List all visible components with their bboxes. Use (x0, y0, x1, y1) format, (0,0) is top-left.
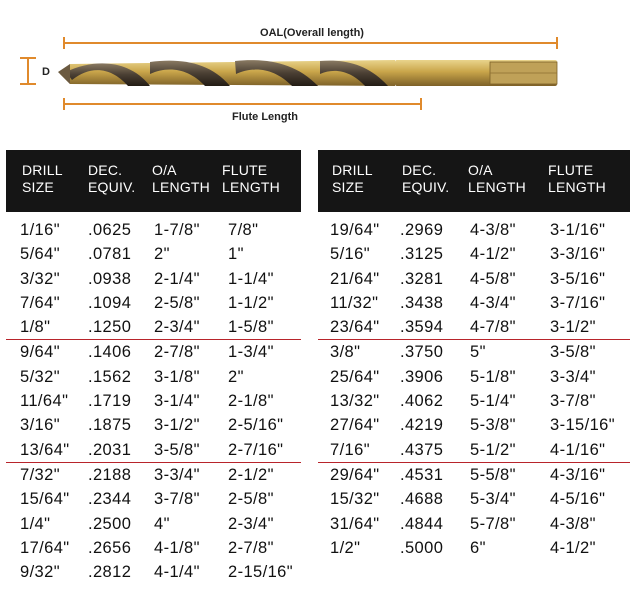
oa-length-cell: 2-3/4" (154, 318, 200, 337)
drill-size-cell: 7/32" (20, 465, 60, 484)
flute-length-cell: 1" (228, 245, 244, 264)
table-row (318, 267, 630, 291)
flute-length-cell: 2-5/16" (228, 416, 284, 435)
table-row (6, 365, 301, 389)
flute-length-cell: 1-1/4" (228, 269, 274, 288)
table-row (6, 413, 301, 437)
header-flute-length: FLUTE LENGTH (548, 162, 606, 195)
drill-size-cell: 3/16" (20, 416, 60, 435)
flute-length-cell: 7/8" (228, 221, 259, 239)
dec-equiv-cell: .1719 (88, 392, 132, 411)
oa-length-cell: 2" (154, 245, 170, 264)
dec-equiv-cell: .2188 (88, 465, 132, 484)
drill-size-cell: 7/16" (330, 440, 370, 459)
drill-size-cell: 27/64" (330, 416, 380, 435)
table-row (6, 267, 301, 291)
dec-equiv-cell: .2812 (88, 563, 132, 582)
oal-label: OAL(Overall length) (260, 27, 364, 39)
oa-length-cell: 5-5/8" (470, 465, 516, 484)
table-body (6, 212, 301, 584)
drill-size-cell: 17/64" (20, 538, 70, 557)
drill-size-cell: 19/64" (330, 221, 380, 239)
table-row (318, 315, 630, 339)
flute-length-cell: 3-7/16" (550, 293, 606, 312)
flute-length-cell: 3-7/8" (550, 392, 596, 411)
table-row (318, 413, 630, 437)
flute-label: Flute Length (232, 111, 298, 123)
table-row (318, 365, 630, 389)
drill-bit-diagram (0, 0, 640, 140)
drill-size-cell: 9/32" (20, 563, 60, 582)
drill-chart-right-table (318, 150, 630, 560)
flute-length-cell: 2-3/4" (228, 514, 274, 533)
flute-length-cell: 3-3/4" (550, 367, 596, 386)
oa-length-cell: 5-1/2" (470, 440, 516, 459)
drill-size-cell: 1/4" (20, 514, 51, 533)
table-row (6, 438, 301, 462)
dec-equiv-cell: .4844 (400, 514, 444, 533)
drill-size-cell: 29/64" (330, 465, 380, 484)
drill-size-cell: 3/8" (330, 343, 361, 362)
oa-length-cell: 3-5/8" (154, 440, 200, 459)
flute-length-cell: 3-5/8" (550, 343, 596, 362)
oa-length-cell: 4-7/8" (470, 318, 516, 337)
drill-size-cell: 31/64" (330, 514, 380, 533)
dec-equiv-cell: .0938 (88, 269, 132, 288)
table-row (6, 536, 301, 560)
oa-length-cell: 2-7/8" (154, 343, 200, 362)
dec-equiv-cell: .3906 (400, 367, 444, 386)
dec-equiv-cell: .5000 (400, 538, 444, 557)
flute-length-cell: 2-7/8" (228, 538, 274, 557)
table-row (6, 340, 301, 364)
drill-size-cell: 25/64" (330, 367, 380, 386)
oa-length-cell: 3-1/4" (154, 392, 200, 411)
table-row (6, 291, 301, 315)
drill-size-cell: 9/64" (20, 343, 60, 362)
dec-equiv-cell: .4688 (400, 490, 444, 509)
table-row (6, 389, 301, 413)
oa-length-cell: 5-1/8" (470, 367, 516, 386)
flute-length-cell: 4-1/2" (550, 538, 596, 557)
oa-length-cell: 5-1/4" (470, 392, 516, 411)
header-dec-equiv: DEC. EQUIV. (402, 162, 450, 195)
drill-bit-image (58, 60, 557, 86)
flute-length-cell: 4-5/16" (550, 490, 606, 509)
table-row (318, 218, 630, 242)
oa-length-cell: 1-7/8" (154, 221, 200, 239)
dec-equiv-cell: .2656 (88, 538, 132, 557)
header-drill-size: DRILL SIZE (22, 162, 63, 195)
flute-length-cell: 2" (228, 367, 244, 386)
table-row (318, 536, 630, 560)
flute-length-cell: 1-5/8" (228, 318, 274, 337)
dec-equiv-cell: .1250 (88, 318, 132, 337)
diameter-label: D (42, 66, 50, 78)
flute-length-cell: 2-1/8" (228, 392, 274, 411)
header-dec-equiv: DEC. EQUIV. (88, 162, 136, 195)
table-row (6, 315, 301, 339)
dec-equiv-cell: .2969 (400, 221, 444, 239)
table-header (6, 150, 301, 212)
oa-length-cell: 5-7/8" (470, 514, 516, 533)
drill-size-cell: 13/32" (330, 392, 380, 411)
dec-equiv-cell: .3125 (400, 245, 444, 264)
drill-size-cell: 7/64" (20, 293, 60, 312)
oa-length-cell: 5-3/8" (470, 416, 516, 435)
table-row (6, 512, 301, 536)
drill-size-cell: 3/32" (20, 269, 60, 288)
header-oa-length: O/A LENGTH (468, 162, 526, 195)
oa-length-cell: 4-3/8" (470, 221, 516, 239)
flute-length-cell: 2-7/16" (228, 440, 284, 459)
table-row (6, 242, 301, 266)
oa-length-cell: 4-1/2" (470, 245, 516, 264)
dec-equiv-cell: .1406 (88, 343, 132, 362)
flute-length-cell: 1-1/2" (228, 293, 274, 312)
table-row (6, 218, 301, 242)
oa-length-cell: 5-3/4" (470, 490, 516, 509)
dec-equiv-cell: .4062 (400, 392, 444, 411)
table-row (6, 487, 301, 511)
oa-length-cell: 3-1/2" (154, 416, 200, 435)
drill-size-cell: 15/64" (20, 490, 70, 509)
drill-size-cell: 5/16" (330, 245, 370, 264)
dec-equiv-cell: .2031 (88, 440, 132, 459)
flute-length-cell: 2-1/2" (228, 465, 274, 484)
dec-equiv-cell: .3594 (400, 318, 444, 337)
dec-equiv-cell: .2500 (88, 514, 132, 533)
table-row (318, 487, 630, 511)
dec-equiv-cell: .4375 (400, 440, 444, 459)
drill-size-cell: 5/32" (20, 367, 60, 386)
oa-length-cell: 2-5/8" (154, 293, 200, 312)
flute-length-cell: 3-5/16" (550, 269, 606, 288)
dec-equiv-cell: .1094 (88, 293, 132, 312)
flute-length-cell: 2-15/16" (228, 563, 294, 582)
flute-length-cell: 3-15/16" (550, 416, 616, 435)
table-row (318, 438, 630, 462)
table-row (318, 463, 630, 487)
oa-length-cell: 4-1/8" (154, 538, 200, 557)
drill-size-cell: 11/64" (20, 392, 69, 411)
drill-size-cell: 5/64" (20, 245, 60, 264)
oa-length-cell: 4-3/4" (470, 293, 516, 312)
oa-length-cell: 3-7/8" (154, 490, 200, 509)
dec-equiv-cell: .1875 (88, 416, 132, 435)
table-row (318, 512, 630, 536)
drill-size-cell: 1/16" (20, 221, 60, 239)
oa-length-cell: 6" (470, 538, 486, 557)
dec-equiv-cell: .3438 (400, 293, 444, 312)
table-row (318, 291, 630, 315)
oa-length-cell: 4-1/4" (154, 563, 200, 582)
flute-length-cell: 3-1/16" (550, 221, 606, 239)
flute-length-cell: 1-3/4" (228, 343, 274, 362)
drill-size-cell: 21/64" (330, 269, 380, 288)
flute-length-cell: 4-1/16" (550, 440, 606, 459)
drill-size-cell: 11/32" (330, 293, 379, 312)
dec-equiv-cell: .0781 (88, 245, 132, 264)
header-oa-length: O/A LENGTH (152, 162, 210, 195)
oa-length-cell: 3-1/8" (154, 367, 200, 386)
flute-length-cell: 2-5/8" (228, 490, 274, 509)
dec-equiv-cell: .4219 (400, 416, 444, 435)
flute-length-cell: 3-3/16" (550, 245, 606, 264)
table-row (318, 389, 630, 413)
drill-size-cell: 1/2" (330, 538, 361, 557)
oa-length-cell: 4-5/8" (470, 269, 516, 288)
drill-size-cell: 15/32" (330, 490, 380, 509)
table-header (318, 150, 630, 212)
oa-length-cell: 3-3/4" (154, 465, 200, 484)
table-row (6, 560, 301, 584)
drill-size-cell: 1/8" (20, 318, 51, 337)
oa-length-cell: 4" (154, 514, 170, 533)
header-drill-size: DRILL SIZE (332, 162, 373, 195)
dec-equiv-cell: .0625 (88, 221, 132, 239)
drill-size-cell: 13/64" (20, 440, 70, 459)
flute-dimension-line (64, 98, 421, 110)
flute-length-cell: 3-1/2" (550, 318, 596, 337)
header-flute-length: FLUTE LENGTH (222, 162, 280, 195)
flute-length-cell: 4-3/16" (550, 465, 606, 484)
flute-length-cell: 4-3/8" (550, 514, 596, 533)
table-row (318, 242, 630, 266)
table-body (318, 212, 630, 560)
table-row (318, 340, 630, 364)
dec-equiv-cell: .3281 (400, 269, 444, 288)
oa-length-cell: 5" (470, 343, 486, 362)
dec-equiv-cell: .1562 (88, 367, 132, 386)
dec-equiv-cell: .2344 (88, 490, 132, 509)
drill-chart-left-table (6, 150, 301, 584)
table-row (6, 463, 301, 487)
diameter-dimension-line (20, 58, 36, 84)
dec-equiv-cell: .3750 (400, 343, 444, 362)
oa-length-cell: 2-1/4" (154, 269, 200, 288)
drill-size-cell: 23/64" (330, 318, 380, 337)
dec-equiv-cell: .4531 (400, 465, 444, 484)
